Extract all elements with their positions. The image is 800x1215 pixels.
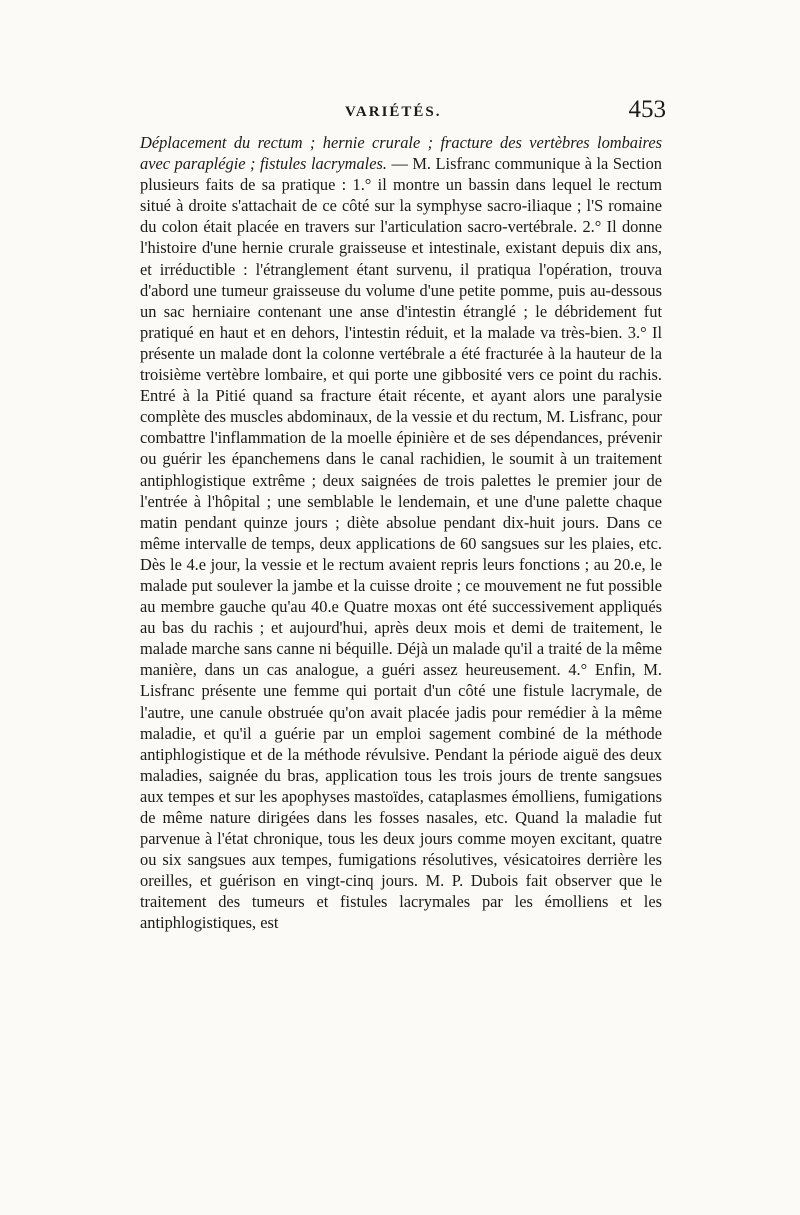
article-title: Déplacement du rectum ; hernie crurale ; fracture des vertèbres lombaires avec paraplégie ; fistules lacrymales. — [140, 133, 662, 174]
page-header — [140, 96, 666, 132]
page — [140, 96, 666, 934]
article-body: — M. Lisfranc communique à la Section plusieurs faits de sa pratique : 1.° il montre un bassin dans lequel le rectum situé à droite s'attachait de ce côté sur la symphyse sacro-iliaque ; l'S romaine du colon était placée en travers sur l'articulation sacro-vertébrale. 2.° Il donne l'histoire d'une hernie crurale graisseuse et intestinale, existant depuis dix ans, et irréductible : l'étranglement étant survenu, il pratiqua l'opération, trouva d'abord une tumeur graisseuse du volume d'une petite pomme, puis au-dessous un sac herniaire contenant une anse d'intestin étranglé ; le débridement fut pratiqué en haut et en dehors, l'intestin réduit, et la malade va très-bien. 3.° Il présente un malade dont la colonne vertébrale a été fracturée à la hauteur de la troisième vertèbre lombaire, et qui porte une gibbosité vers ce point du rachis. Entré à la Pitié quand sa fracture était récente, et ayant alors une paralysie complète des muscles abdominaux, de la vessie et du rectum, M. Lisfranc, pour combattre l'inflammation de la moelle épinière et de ses dépendances, prévenir ou guérir les épanchemens dans le canal rachidien, le soumit à un traitement antiphlogistique extrême ; deux saignées de trois palettes le premier jour de l'entrée à l'hôpital ; une semblable le lendemain, et une d'une palette chaque matin pendant quinze jours ; diète absolue pendant dix-huit jours. Dans ce même intervalle de temps, deux applications de 60 sangsues sur les plaies, etc. Dès le 4.e jour, la vessie et le rectum avaient repris leurs fonctions ; au 20.e, le malade put soulever la jambe et la cuisse droite ; ce mouvement ne fut possible au membre gauche qu'au 40.e Quatre moxas ont été successivement appliqués au bas du rachis ; et aujourd'hui, après deux mois et demi de traitement, le malade marche sans canne ni béquille. Déjà un malade qu'il a traité de la même manière, dans un cas analogue, a guéri assez heureusement. 4.° Enfin, M. Lisfranc présente une femme qui portait d'un côté une fistule lacrymale, de l'autre, une canule obstruée qu'on avait placée jadis pour remédier à la même maladie, et qu'il a guérie par un emploi sagement combiné de la méthode antiphlogistique et de la méthode révulsive. Pendant la période aiguë des deux maladies, saignée du bras, application tous les trois jours de trente sangsues aux tempes et sur les apophyses mastoïdes, cataplasmes émolliens, fumigations de même nature dirigées dans les fosses nasales, etc. Quand la maladie fut parvenue à l'état chronique, tous les deux jours comme moyen excitant, quatre ou six sangsues aux tempes, fumigations résolutives, vésicatoires derrière les oreilles, et guérison en vingt-cinq jours. M. P. Dubois fait observer que le traitement des tumeurs et fistules lacrymales par les émolliens et les antiphlogistiques, est — [140, 154, 662, 933]
running-head: VARIÉTÉS. — [345, 104, 442, 120]
page-number: 453 — [628, 96, 666, 123]
article-paragraph — [140, 132, 662, 934]
